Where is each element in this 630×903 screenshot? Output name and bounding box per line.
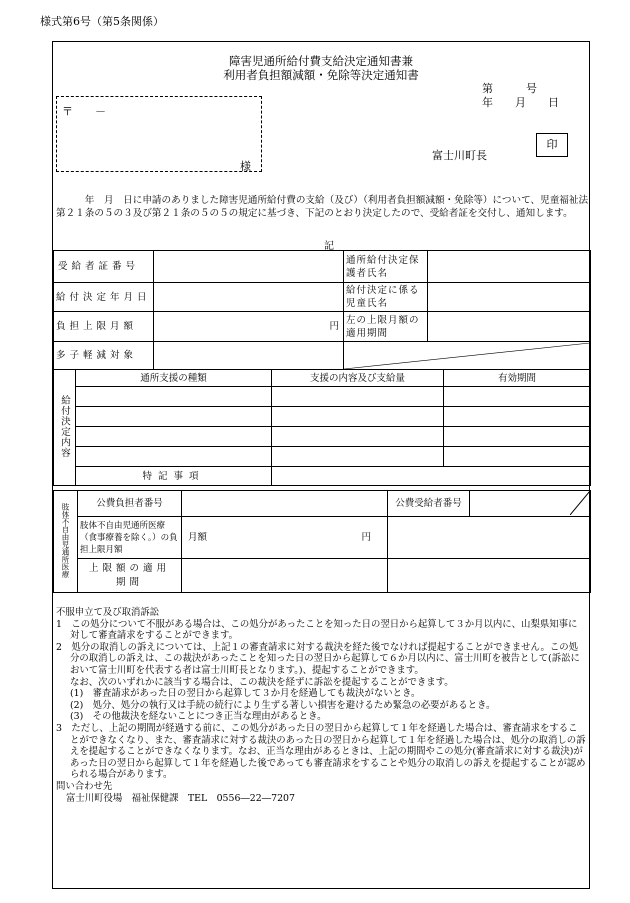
contact-title: 問い合わせ先 (56, 780, 113, 792)
parent-name-label: 通所給付決定保護者氏名 (344, 251, 428, 283)
upper-limit-label: 負担上限月額 (54, 312, 154, 342)
decision-date-value (154, 283, 344, 312)
row-cell (272, 427, 444, 447)
child-name-value (428, 283, 591, 312)
issuer-name: 富士川町長 (432, 149, 487, 162)
child-name-label: 給付決定に係る児童氏名 (344, 283, 428, 312)
special-notes-value (272, 467, 591, 486)
col-support-content: 支援の内容及び支給量 (272, 370, 444, 387)
decision-content-label: 給付決定内容 (54, 370, 76, 486)
multi-child-diagonal (344, 342, 591, 370)
row-cell (444, 427, 591, 447)
recipient-no-cells-2 (470, 491, 591, 517)
multi-child-value (154, 342, 344, 370)
notes-sub1: (1) 審査請求があった日の翌日から起算して３か月を経過しても裁決がないとき。 (70, 688, 421, 700)
row-cell (444, 447, 591, 467)
row-cell (272, 387, 444, 407)
recipient-no-label-2: 公費受給者番号 (388, 491, 470, 517)
notes-item2: 2 処分の取消しの訴えについては、上記１の審査請求に対する裁決を経た後でなければ提起することができません。この処分の取消しの訴えは、この裁決があったことを知った日の翌日から起算して６か月以内に、富士川町を被告として(訴訟において富士川町を代表する者は富士川町長となります。)、提起することができます。 (56, 641, 580, 676)
recipient-no-cells (154, 251, 344, 283)
payer-no-label: 公費負担者番号 (78, 491, 182, 517)
special-notes-label: 特記事項 (76, 467, 272, 486)
col-support-type: 通所支援の種類 (76, 370, 272, 387)
row-cell (76, 387, 272, 407)
document-title-line1: 障害児通所給付費支給決定通知書兼 (229, 54, 413, 68)
seal-stamp: 印 (536, 133, 568, 157)
notes-title: 不服申立て及び取消訴訟 (56, 607, 160, 618)
row-cell (444, 407, 591, 427)
postal-code: 〒 － (62, 105, 106, 118)
medical-limit-blank (388, 517, 591, 559)
medical-side-label: 肢体不自由児通所医療 (54, 491, 78, 593)
honorific: 様 (240, 160, 251, 173)
contact-info: 富士川町役場 福祉保健課 TEL 0556―22―7207 (66, 792, 295, 804)
medical-table (53, 490, 591, 593)
upper-limit-value: 円 (154, 312, 344, 342)
notes-sub2: (2) 処分、処分の執行又は手続の続行により生ずる著しい損害を避けるため緊急の必要があるとき。 (70, 699, 496, 711)
document-number: 第 号 (482, 82, 537, 95)
limit-period-value (428, 312, 591, 342)
form-number: 様式第6号（第5条関係） (40, 15, 164, 28)
row-cell (76, 427, 272, 447)
row-cell (444, 387, 591, 407)
notes-item1: 1 この処分について不服がある場合は、この処分があったことを知った日の翌日から起算して３か月以内に、山梨県知事に対して審査請求をすることができます。 (56, 618, 578, 642)
row-cell (76, 407, 272, 427)
limit-period-label: 左の上限月額の適用期間 (344, 312, 428, 342)
medical-limit-value: 月額 円 (182, 517, 388, 559)
recipient-no-label: 受給者証番号 (54, 251, 154, 283)
document-title-line2: 利用者負担額減額・免除等決定通知書 (223, 68, 419, 82)
limit-period-blank (388, 559, 591, 593)
row-cell (272, 447, 444, 467)
intro-paragraph: 年 月 日に申請のありました障害児通所給付費の支給（及び）（利用者負担額減額・免除等）について、児童福祉法第２１条の５の３及び第２１条の５の５の規定に基づき、下記のとおり決定したので、受給者証を交付し、通知します。 (56, 195, 589, 219)
decision-table (53, 250, 591, 486)
col-valid-period: 有効期間 (444, 370, 591, 387)
multi-child-label: 多子軽減対象 (54, 342, 154, 370)
issue-date: 年 月 日 (482, 96, 559, 109)
notes-sub3: (3) その他裁決を経ないことにつき正当な理由があるとき。 (70, 711, 327, 723)
limit-period-label-2: 上限額の適用期間 (78, 559, 182, 593)
row-cell (76, 447, 272, 467)
medical-limit-label: 肢体不自由児通所医療（食事療養を除く。）の負担上限月額 (78, 517, 182, 559)
row-cell (272, 407, 444, 427)
appeal-notes (56, 607, 586, 804)
ki-label: 記 (324, 241, 334, 252)
notes-item2-sub: なお、次のいずれかに該当する場合は、この裁決を経ずに訴訟を提起することができます。 (70, 676, 454, 688)
notes-item3: 3 ただし、上記の期間が経過する前に、この処分があった日の翌日から起算して１年を経過した場合は、審査請求をすることができなくなり、また、審査請求に対する裁決のあった日の翌日から起算して１年を経過した場合は、処分の取消しの訴えを提起することができなくなります。なお、正当な理由があるときは、上記の期間やこの処分(審査請求に対する裁決)があった日の翌日から起算して１年を経過した後であっても審査請求をすることや処分の取消しの訴えを提起することが認められる場合があります。 (56, 722, 586, 781)
decision-date-label: 給付決定年月日 (54, 283, 154, 312)
limit-period-value-2 (182, 559, 388, 593)
payer-no-cells (182, 491, 388, 517)
parent-name-value (428, 251, 591, 283)
